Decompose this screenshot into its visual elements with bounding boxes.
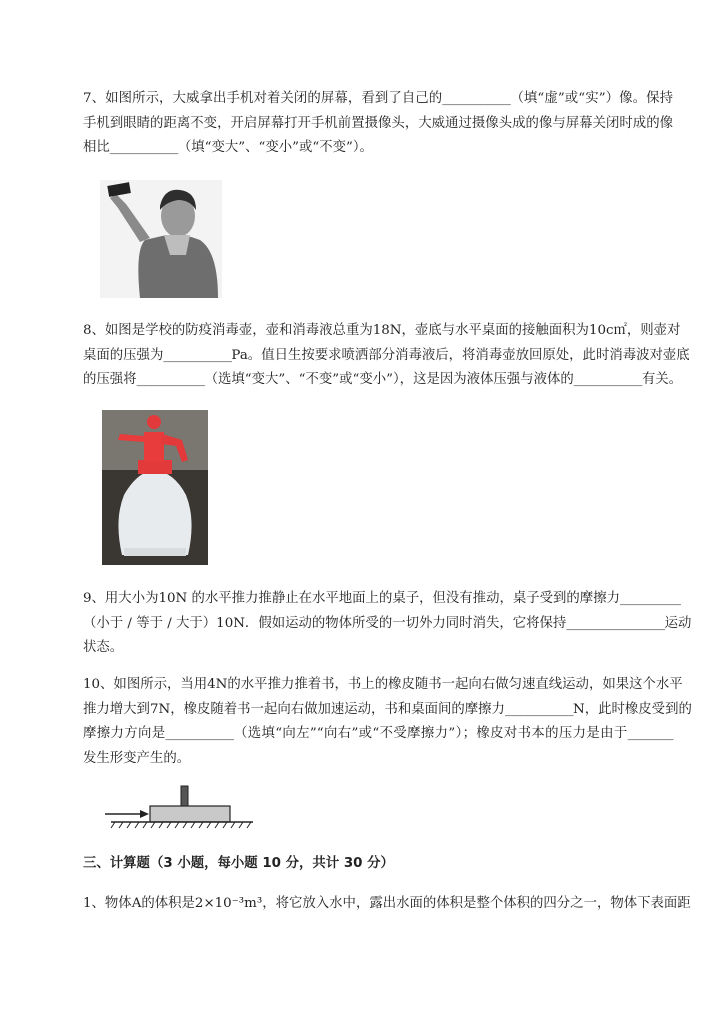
question-text: 摩擦力方向是 [83, 726, 166, 741]
text-line [83, 636, 673, 661]
question-text: 手机到眼睛的距离不变，开启屏幕打开手机前置摄像头，大威通过摄像头成的像与屏幕关闭时成的像 [83, 115, 673, 131]
text-line [83, 722, 673, 747]
text-line [83, 319, 681, 344]
text-line [83, 112, 673, 137]
figure-disinfectant-sprayer [102, 410, 208, 569]
question-text: （填“虚”或“实”）像。保持 [510, 91, 673, 106]
answer-blank[interactable]: _________ [136, 372, 205, 387]
answer-blank[interactable]: _________ [442, 91, 511, 106]
question-text: 运动 [664, 615, 692, 631]
question-text: 状态。 [83, 640, 124, 655]
section-heading: 三、计算题（3 小题，每小题 10 分，共计 30 分） [83, 856, 394, 871]
question-text: 8、如图是学校的防疫消毒壶，壶和消毒液总重为18N，壶底与水平桌面的接触面积为10c㎡，则壶对 [83, 323, 681, 338]
text-line [83, 344, 690, 369]
question-8 [83, 319, 690, 393]
answer-blank[interactable]: _________ [109, 140, 178, 155]
question-text: 有关。 [641, 372, 682, 387]
question-text: 7、如图所示，大威拿出手机对着关闭的屏幕，看到了自己的 [83, 91, 443, 106]
text-line [83, 612, 692, 637]
text-line [83, 673, 683, 698]
text-line [83, 87, 673, 112]
question-text: 10、如图所示，当用4N的水平推力推着书，书上的橡皮随书一起向右做匀速直线运动，如果这个水平 [83, 677, 683, 692]
answer-blank[interactable]: _________ [573, 372, 642, 387]
question-text: （选填“变大”、“不变”或“变小”），这是因为液体压强与液体的 [204, 372, 574, 387]
answer-blank[interactable]: ________ [619, 591, 681, 606]
answer-blank[interactable]: _________ [163, 347, 232, 363]
figure-book-eraser-diagram [103, 784, 258, 836]
answer-blank[interactable]: ______ [627, 726, 674, 741]
question-text: N，此时橡皮受到的 [573, 701, 692, 717]
calc-question-1 [83, 892, 691, 917]
text-line [83, 587, 681, 612]
figure-selfie-photo [100, 180, 222, 302]
question-text: （小于 / 等于 / 大于）10N．假如运动的物体所受的一切外力同时消失，它将保持 [83, 615, 567, 631]
question-7 [83, 87, 673, 161]
text-line [83, 136, 673, 161]
question-text: 1、物体A的体积是2×10⁻³m³，将它放入水中，露出水面的体积是整个体积的四分之一，物体下表面距 [83, 896, 691, 911]
question-text: （填“变大”、“变小”或“不变”）。 [177, 140, 373, 155]
answer-blank[interactable]: _________ [504, 701, 574, 717]
text-line [83, 892, 691, 917]
answer-blank[interactable]: _____________ [566, 615, 665, 631]
text-line [83, 747, 673, 772]
text-line [83, 368, 682, 393]
question-10 [83, 673, 692, 771]
question-text: Pa。值日生按要求喷洒部分消毒液后，将消毒壶放回原处，此时消毒波对壶底 [231, 347, 690, 363]
answer-blank[interactable]: _________ [165, 726, 234, 741]
question-text: 相比 [83, 140, 110, 155]
question-text: 发生形变产生的。 [83, 750, 191, 766]
eraser-shape [181, 786, 188, 806]
question-text: 推力增大到7N，橡皮随着书一起向右做加速运动，书和桌面间的摩擦力 [83, 701, 505, 717]
question-text: 桌面的压强为 [83, 347, 164, 363]
text-line [83, 698, 692, 723]
question-text: 9、用大小为10N 的水平推力推静止在水平地面上的桌子，但没有推动，桌子受到的摩擦力 [83, 591, 620, 606]
question-text: （选填“向左”“向右”或“不受摩擦力”）；橡皮对书本的压力是由于 [233, 726, 628, 741]
question-9 [83, 587, 692, 661]
book-shape [150, 806, 230, 822]
question-text: 的压强将 [83, 372, 137, 387]
